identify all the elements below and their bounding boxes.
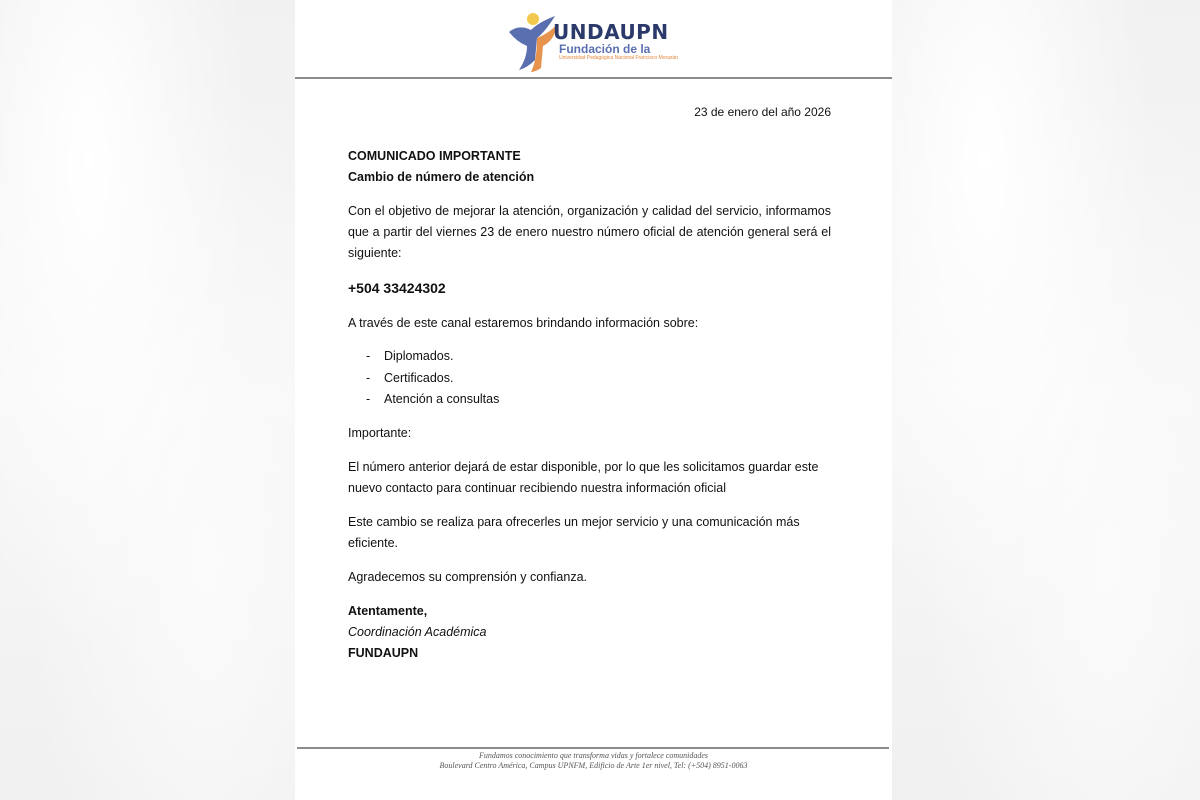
- closing-text: Atentamente,: [348, 603, 428, 618]
- fundaupn-logo: [505, 10, 685, 74]
- document-body: [348, 146, 831, 664]
- intro-paragraph: Con el objetivo de mejorar la atención, organización y calidad del servicio, informamos que a partir del viernes 23 de enero nuestro número oficial de atención general será el siguiente:: [348, 204, 831, 260]
- channel-paragraph: A través de este canal estaremos brindando información sobre:: [348, 316, 699, 330]
- list-item: [348, 368, 831, 390]
- important-paragraph: El número anterior dejará de estar disponible, por lo que les solicitamos guardar este nuevo contacto para continuar recibiendo nuestra información oficial: [348, 459, 819, 495]
- change-paragraph: Este cambio se realiza para ofrecerles un mejor servicio y una comunicación más eficiente.: [348, 514, 800, 550]
- document-date: 23 de enero del año 2026: [694, 105, 831, 119]
- list-item-label: Certificados.: [384, 370, 454, 385]
- footer-divider: [297, 747, 889, 749]
- footer-slogan: Fundamos conocimiento que transforma vidas y fortalece comunidades: [478, 751, 709, 760]
- list-item: [348, 389, 831, 411]
- topics-list: [348, 346, 831, 411]
- list-item-label: Atención a consultas: [384, 392, 500, 406]
- document-footer: [295, 751, 892, 771]
- list-dash: -: [366, 392, 371, 406]
- background-left: [0, 0, 295, 800]
- background-right: [892, 0, 1200, 800]
- list-dash: -: [366, 370, 371, 385]
- list-item: [348, 346, 831, 368]
- list-item-label: Diplomados.: [384, 349, 454, 363]
- department-text: Coordinación Académica: [348, 624, 487, 639]
- logo-subtitle: Fundación de la: [559, 42, 651, 56]
- thanks-paragraph: Agradecemos su comprensión y confianza.: [348, 569, 588, 584]
- logo-name: UNDAUPN: [553, 20, 669, 44]
- footer-address: Boulevard Centro América, Campus UPNFM, Edificio de Arte 1er nivel, Tel: (+504) 8951-0063: [439, 761, 748, 770]
- signature-text: FUNDAUPN: [348, 645, 419, 660]
- list-dash: -: [366, 349, 371, 363]
- document-title: COMUNICADO IMPORTANTE: [348, 149, 521, 163]
- document-subtitle: Cambio de número de atención: [348, 170, 535, 184]
- phone-number: +504 33424302: [348, 280, 446, 296]
- logo-tagline: Universidad Pedagógica Nacional Francisco Morazán: [559, 55, 678, 61]
- header-divider: [295, 77, 892, 79]
- important-label: Importante:: [348, 425, 412, 440]
- document-page: [295, 0, 892, 800]
